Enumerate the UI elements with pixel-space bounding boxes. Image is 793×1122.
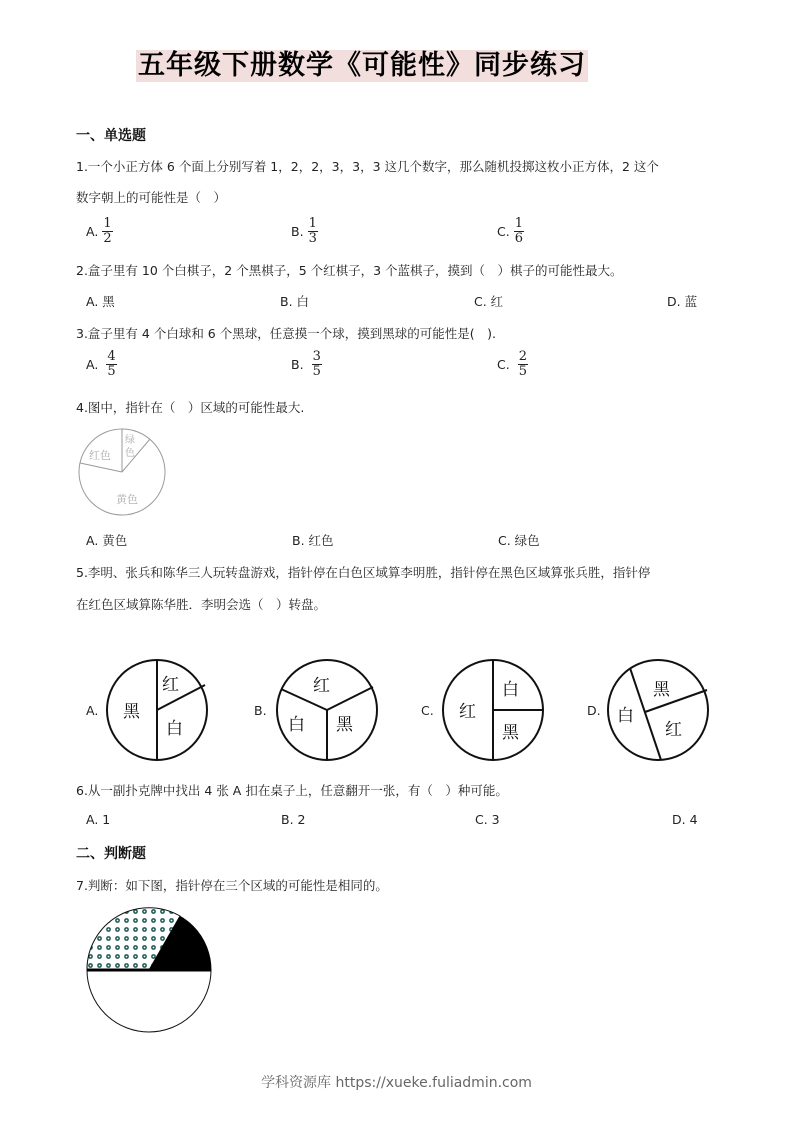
section-heading-single-choice: 一、单选题 bbox=[76, 128, 146, 144]
option-letter: B. bbox=[291, 357, 304, 372]
q6-option-b[interactable]: B. 2 bbox=[281, 812, 306, 827]
option-letter: A. bbox=[86, 357, 99, 372]
q2-option-c[interactable]: C. 红 bbox=[474, 294, 504, 309]
fraction: $\frac{2}{5}$ bbox=[518, 349, 527, 379]
page-title: 五年级下册数学《可能性》同步练习 bbox=[138, 50, 586, 81]
option-letter: C. bbox=[497, 224, 510, 239]
region-white: 白 bbox=[288, 715, 305, 735]
q2-option-b[interactable]: B. 白 bbox=[280, 294, 310, 309]
q4-option-a[interactable]: A. 黄色 bbox=[86, 533, 128, 548]
q4-option-b[interactable]: B. 红色 bbox=[292, 533, 334, 548]
question-6-text: 6.从一副扑克牌中找出 4 张 A 扣在桌子上，任意翻开一张，有（ ）种可能。 bbox=[76, 783, 508, 798]
fraction: $\frac{1}{3}$ bbox=[308, 216, 317, 246]
q6-option-a[interactable]: A. 1 bbox=[86, 812, 111, 827]
q5-spinner-c[interactable] bbox=[440, 657, 546, 763]
option-letter: A. bbox=[86, 224, 99, 239]
label-green-bottom: 色 bbox=[125, 448, 135, 459]
region-white: 白 bbox=[617, 706, 634, 726]
q3-option-c[interactable] bbox=[497, 350, 528, 379]
footer-watermark: 学科资源库 https://xueke.fuliadmin.com bbox=[261, 1075, 532, 1091]
option-letter: B. bbox=[291, 224, 304, 239]
q6-option-d[interactable]: D. 4 bbox=[672, 812, 698, 827]
region-red: 红 bbox=[313, 676, 330, 696]
region-red: 红 bbox=[162, 675, 179, 695]
question-4-text: 4.图中，指针在（ ）区域的可能性最大. bbox=[76, 400, 305, 415]
region-black: 黑 bbox=[123, 702, 140, 722]
region-red: 红 bbox=[665, 720, 682, 740]
question-5-text-cont: 在红色区域算陈华胜．李明会选（ ）转盘。 bbox=[76, 597, 327, 612]
q1-option-a[interactable] bbox=[86, 217, 113, 246]
label-yellow: 黄色 bbox=[116, 493, 138, 506]
question-7-text: 7.判断：如下图，指针停在三个区域的可能性是相同的。 bbox=[76, 878, 388, 893]
question-3-text: 3.盒子里有 4 个白球和 6 个黑球，任意摸一个球，摸到黑球的可能性是( ). bbox=[76, 326, 496, 341]
question-1-text-cont: 数字朝上的可能性是（ ） bbox=[76, 190, 227, 205]
q5-option-b-letter[interactable]: B. bbox=[254, 703, 267, 718]
q5-option-a-letter[interactable]: A. bbox=[86, 703, 99, 718]
region-black: 黑 bbox=[336, 715, 353, 735]
option-letter: C. bbox=[497, 357, 510, 372]
q5-spinner-d[interactable] bbox=[605, 657, 711, 763]
region-black: 黑 bbox=[502, 723, 519, 743]
q2-option-a[interactable]: A. 黑 bbox=[86, 294, 115, 309]
q5-option-c-letter[interactable]: C. bbox=[421, 703, 434, 718]
label-red: 红色 bbox=[89, 449, 111, 462]
q6-option-c[interactable]: C. 3 bbox=[475, 812, 500, 827]
q5-option-d-letter[interactable]: D. bbox=[587, 703, 601, 718]
q3-option-b[interactable] bbox=[291, 350, 322, 379]
q4-option-c[interactable]: C. 绿色 bbox=[498, 533, 540, 548]
section-heading-true-false: 二、判断题 bbox=[76, 846, 146, 862]
q5-spinner-a[interactable] bbox=[104, 657, 210, 763]
q7-spinner-figure bbox=[86, 907, 214, 1035]
fraction: $\frac{3}{5}$ bbox=[312, 349, 321, 379]
q5-spinner-b[interactable] bbox=[274, 657, 380, 763]
region-black: 黑 bbox=[653, 680, 670, 700]
label-green-top: 绿 bbox=[125, 435, 135, 446]
question-5-text: 5.李明、张兵和陈华三人玩转盘游戏，指针停在白色区域算李明胜，指针停在黑色区域算张兵胜，指针停 bbox=[76, 565, 651, 580]
fraction: $\frac{1}{6}$ bbox=[514, 216, 523, 246]
question-1-text: 1.一个小正方体 6 个面上分别写着 1，2，2，3，3，3 这几个数字，那么随机投掷这枚小正方体，2 这个 bbox=[76, 159, 659, 174]
fraction: $\frac{4}{5}$ bbox=[107, 349, 116, 379]
q2-option-d[interactable]: D. 蓝 bbox=[667, 294, 698, 309]
question-2-text: 2.盒子里有 10 个白棋子，2 个黑棋子，5 个红棋子，3 个蓝棋子，摸到（ ）棋子的可能性最大。 bbox=[76, 263, 623, 278]
region-white: 白 bbox=[502, 680, 519, 700]
region-red: 红 bbox=[459, 702, 476, 722]
q1-option-c[interactable] bbox=[497, 217, 524, 246]
q3-option-a[interactable] bbox=[86, 350, 117, 379]
q4-spinner-figure bbox=[75, 425, 170, 520]
q1-option-b[interactable] bbox=[291, 217, 318, 246]
region-white: 白 bbox=[166, 719, 183, 739]
fraction: $\frac{1}{2}$ bbox=[103, 216, 112, 246]
